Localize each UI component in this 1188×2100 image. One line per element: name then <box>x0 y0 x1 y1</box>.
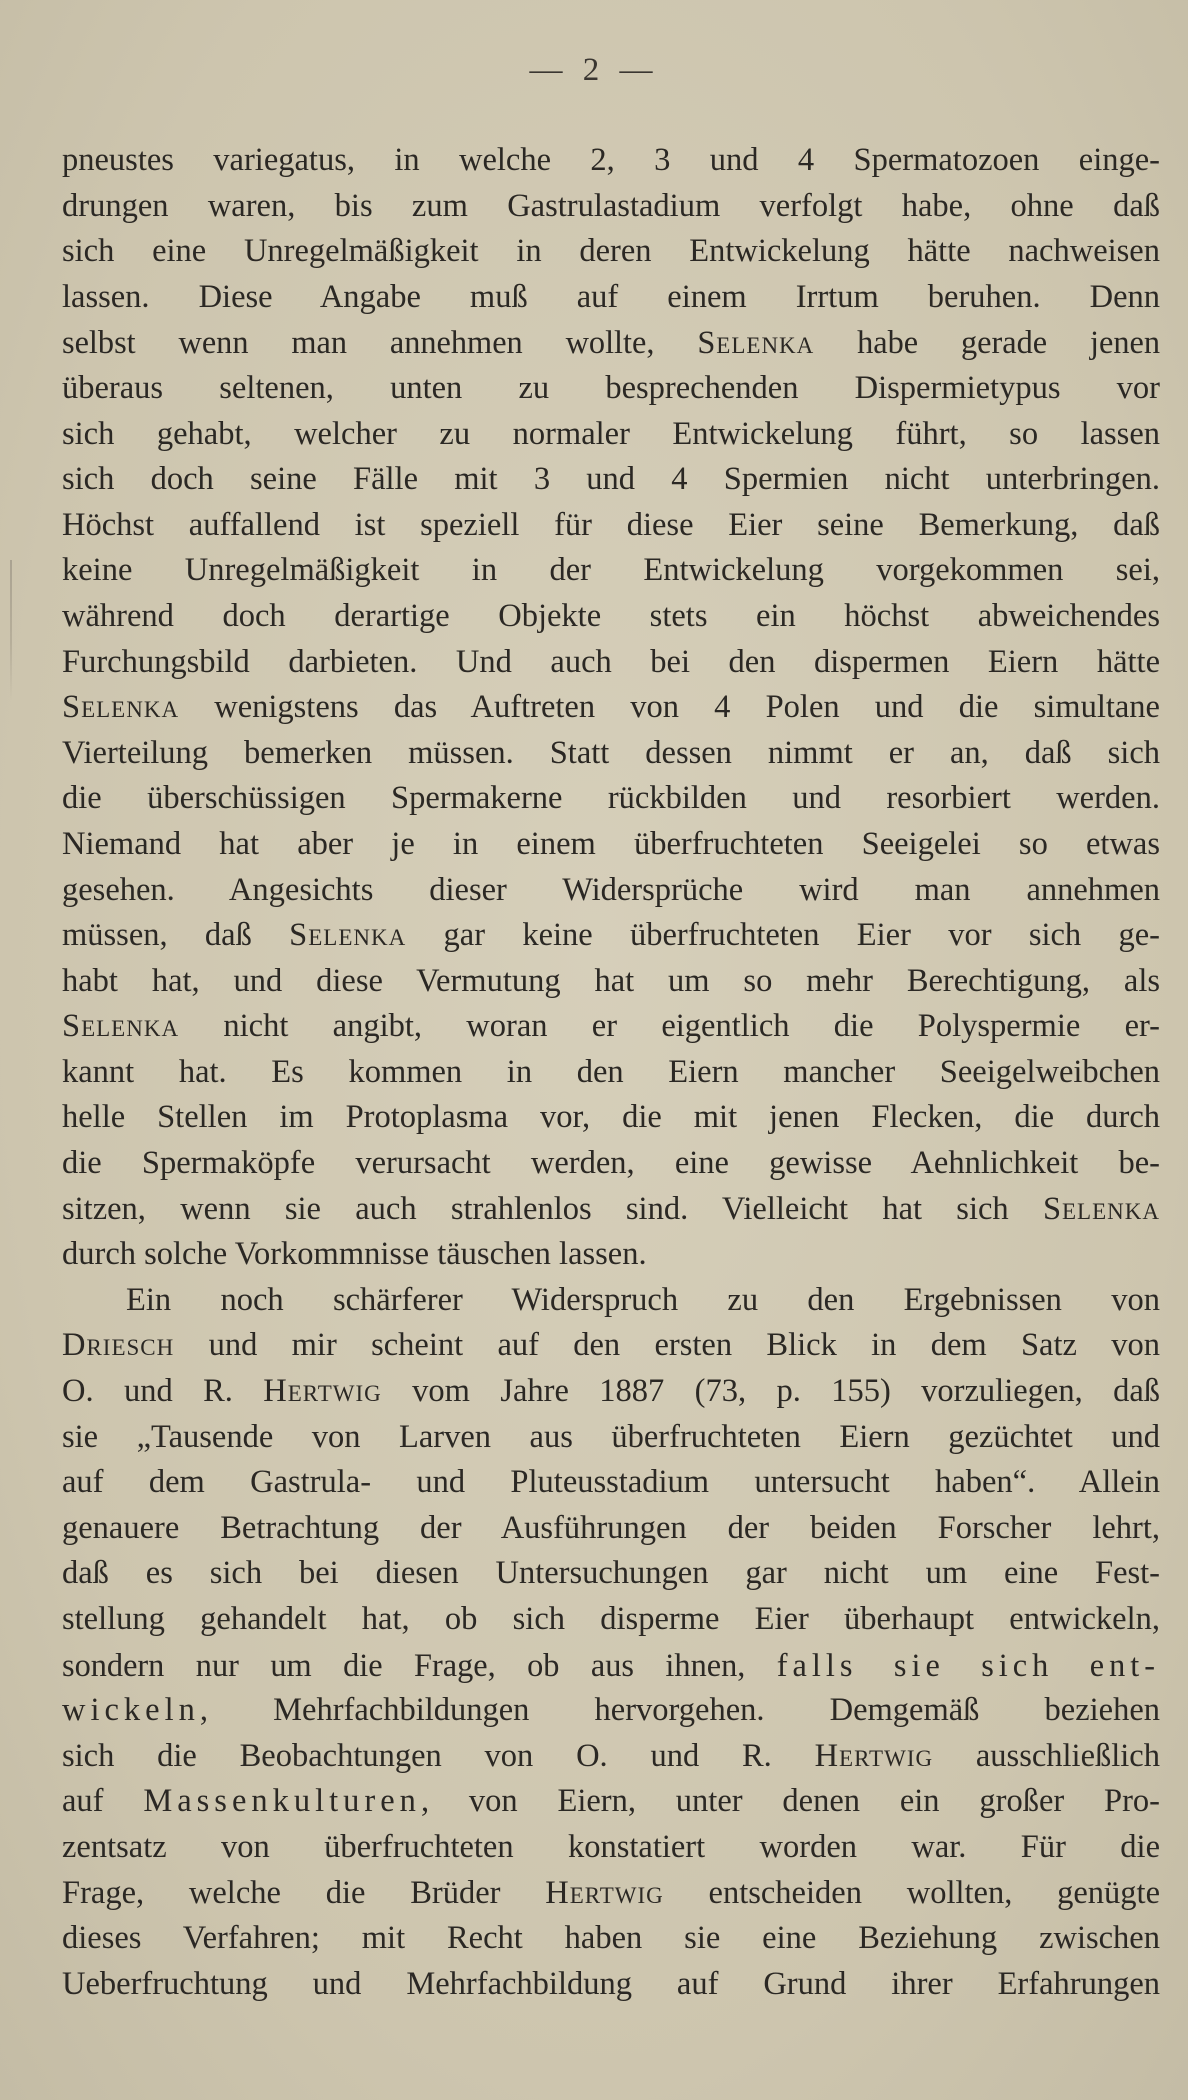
text-line: habt hat, und diese Vermutung hat um so mehr Berechtigung, als <box>62 962 1160 999</box>
text-line: sich eine Unregelmäßigkeit in deren Entwickelung hätte nachweisen <box>62 233 1160 270</box>
body-text <box>62 138 1160 2007</box>
text-line: müssen, daß Selenka gar keine überfruchteten Eier vor sich ge- <box>62 917 1160 954</box>
text-line: wickeln, Mehrfachbildungen hervorgehen. Demgemäß beziehen <box>62 1692 1160 1729</box>
text-line: sitzen, wenn sie auch strahlenlos sind. Vielleicht hat sich Selenka <box>62 1190 1160 1227</box>
author-name: Selenka <box>697 324 815 361</box>
text-line: lassen. Diese Angabe muß auf einem Irrtum beruhen. Denn <box>62 278 1160 315</box>
text-line: dieses Verfahren; mit Recht haben sie eine Beziehung zwischen <box>62 1920 1160 1957</box>
text-line: Selenka nicht angibt, woran er eigentlich die Polyspermie er- <box>62 1008 1160 1045</box>
text-line: Frage, welche die Brüder Hertwig entscheiden wollten, genügte <box>62 1874 1160 1911</box>
spaced-emphasis: wickeln <box>62 1692 200 1729</box>
text-line: sie „Tausende von Larven aus überfruchteten Eiern gezüchtet und <box>62 1418 1160 1455</box>
paragraph-start-line: Ein noch schärferer Widerspruch zu den Ergebnissen von <box>126 1281 1160 1318</box>
text-line: helle Stellen im Protoplasma vor, die mit jenen Flecken, die durch <box>62 1099 1160 1136</box>
text-line: die Spermaköpfe verursacht werden, eine gewisse Aehnlichkeit be- <box>62 1145 1160 1182</box>
text-line: pneustes variegatus, in welche 2, 3 und 4 Spermatozoen einge- <box>62 142 1160 178</box>
author-name: Hertwig <box>814 1737 934 1774</box>
spaced-emphasis: falls sie sich ent- <box>776 1646 1161 1683</box>
text-line: Vierteilung bemerken müssen. Statt dessen nimmt er an, daß sich <box>62 734 1160 771</box>
text-line: sich gehabt, welcher zu normaler Entwickelung führt, so lassen <box>62 415 1160 452</box>
text-line: Ueberfruchtung und Mehrfachbildung auf Grund ihrer Erfahrungen <box>62 1965 1160 2002</box>
text-line: Höchst auffallend ist speziell für diese Eier seine Bemerkung, daß <box>62 506 1160 543</box>
text-line: überaus seltenen, unten zu besprechenden Dispermietypus vor <box>62 369 1160 406</box>
text-line: Furchungsbild darbieten. Und auch bei den dispermen Eiern hätte <box>62 643 1160 680</box>
author-name: Selenka <box>1042 1190 1160 1227</box>
spaced-emphasis: Massenkulturen <box>143 1783 421 1820</box>
author-name: Hertwig <box>545 1874 664 1911</box>
text-line: kannt hat. Es kommen in den Eiern mancher Seeigelweibchen <box>62 1053 1160 1090</box>
text-line: während doch derartige Objekte stets ein höchst abweichendes <box>62 597 1160 634</box>
text-line: auf Massenkulturen, von Eiern, unter denen ein großer Pro- <box>62 1783 1160 1820</box>
author-name: Selenka <box>62 1008 180 1045</box>
text-line: genauere Betrachtung der Ausführungen der beiden Forscher lehrt, <box>62 1509 1160 1546</box>
text-line: drungen waren, bis zum Gastrulastadium verfolgt habe, ohne daß <box>62 187 1160 224</box>
margin-pencil-mark <box>10 560 12 700</box>
text-line: Niemand hat aber je in einem überfruchteten Seeigelei so etwas <box>62 825 1160 862</box>
text-line: stellung gehandelt hat, ob sich disperme Eier überhaupt entwickeln, <box>62 1601 1160 1637</box>
text-line: die überschüssigen Spermakerne rückbilden und resorbiert werden. <box>62 780 1160 817</box>
text-line: selbst wenn man annehmen wollte, Selenka habe gerade jenen <box>62 324 1161 361</box>
text-line: sich die Beobachtungen von O. und R. Hertwig ausschließlich <box>62 1737 1160 1774</box>
text-line: zentsatz von überfruchteten konstatiert worden war. Für die <box>62 1828 1160 1865</box>
author-name: Driesch <box>62 1327 175 1364</box>
text-line: O. und R. Hertwig vom Jahre 1887 (73, p. 155) vorzuliegen, daß <box>62 1373 1160 1410</box>
paragraph-end-line: durch solche Vorkommnisse täuschen lassen. <box>62 1236 647 1273</box>
text-line: sondern nur um die Frage, ob aus ihnen, falls sie sich ent- <box>62 1646 1161 1683</box>
text-line: Driesch und mir scheint auf den ersten Blick in dem Satz von <box>62 1327 1160 1364</box>
text-line: daß es sich bei diesen Untersuchungen gar nicht um eine Fest- <box>62 1555 1160 1592</box>
author-name: Selenka <box>62 689 180 726</box>
text-line: gesehen. Angesichts dieser Widersprüche wird man annehmen <box>62 871 1160 908</box>
text-line: auf dem Gastrula- und Pluteusstadium untersucht haben“. Allein <box>62 1464 1160 1501</box>
text-line: keine Unregelmäßigkeit in der Entwickelung vorgekommen sei, <box>62 552 1160 589</box>
author-name: Hertwig <box>263 1373 382 1410</box>
text-line: Selenka wenigstens das Auftreten von 4 Polen und die simultane <box>62 689 1160 726</box>
text-line: sich doch seine Fälle mit 3 und 4 Spermien nicht unterbringen. <box>62 461 1160 498</box>
author-name: Selenka <box>289 917 407 954</box>
page-number: — 2 — <box>529 52 659 88</box>
